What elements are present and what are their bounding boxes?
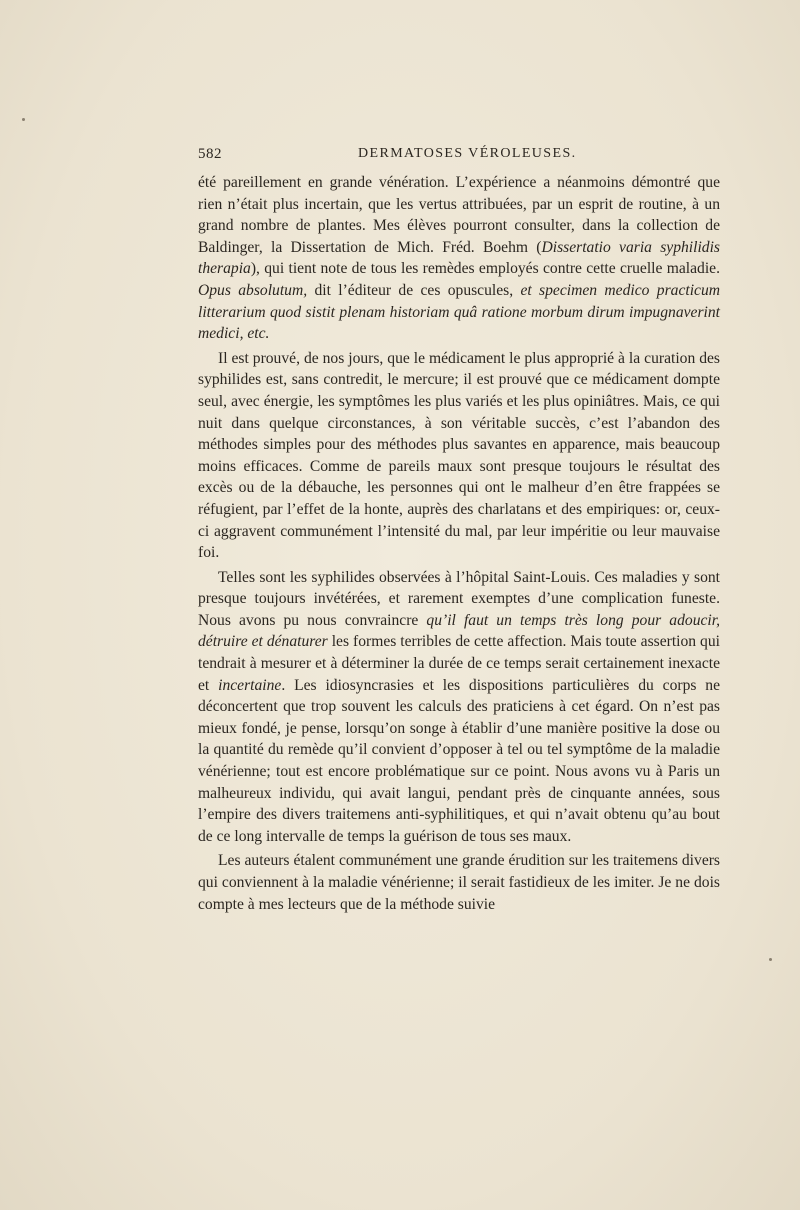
text-segment: . Les idiosyncrasies et les dispositions particulières du corps ne déconcertent que trop souvent les calculs des praticiens à cet égard. On n’est pas mieux fondé, je pense, lorsqu’on songe à établir d’une manière positive la dose ou la quantité du remède qu’il convient d’opposer à tel ou tel symptôme de la maladie vénérienne; tout est encore problématique sur ce point. Nous avons vu à Paris un malheureux individu, qui avait langui, pendant près de cinquante années, sous l’empire des divers traitemens anti-syphilitiques, et qui n’avait obtenu qu’au bout de ce long intervalle de temps la guérison de tous ses maux. xyxy=(198,676,721,845)
paper-speck xyxy=(22,118,25,121)
paper-speck xyxy=(769,958,772,961)
text-segment: été pareillement en grande vénération. L’expérience a néanmoins démontré que rien n’était plus incertain, que les vertus attribuées, par un esprit de routine, à un grand nombre de plantes. Mes élèves pourront consulter, dans la collection de Baldinger, la Dissertation de Mich. Fréd. Boehm ( xyxy=(198,174,720,256)
paragraph-p4 xyxy=(198,850,720,915)
body-text xyxy=(198,172,720,915)
italic-text-segment: et specimen medico practicum litterarium quod sistit plenam historiam quâ ratione morbum dirum impugnaverint medici, etc. xyxy=(198,281,721,343)
text-segment: ), qui tient note de tous les remèdes employés contre cette cruelle maladie. xyxy=(250,260,720,278)
italic-text-segment: qu’il faut un temps très long pour adoucir, détruire et dénaturer xyxy=(198,611,720,651)
text-segment: Il est prouvé, de nos jours, que le médicament le plus approprié à la curation des syphilides est, sans contredit, le mercure; il est prouvé que ce médicament dompte seul, avec énergie, les symptômes les plus variés et les plus opiniâtres. Mais, ce qui nuit dans quelque circonstances, à son véritable succès, c’est l’abandon des méthodes simples pour des méthodes plus savantes en apparence, mais beaucoup moins efficaces. Comme de pareils maux sont presque toujours le résultat des excès ou de la débauche, les personnes qui ont le malheur d’en être frappées se réfugient, par l’effet de la honte, auprès des charlatans et des empiriques: or, ceux-ci aggravent communément l’intensité du mal, par leur impéritie ou leur mauvaise foi. xyxy=(198,349,720,562)
text-segment: Telles sont les syphilides observées à l’hôpital Saint-Louis. Ces maladies y sont presque toujours invétérées, et rarement exemptes d’une complication funeste. Nous avons pu nous convraincre xyxy=(198,568,720,629)
italic-text-segment: Dissertatio varia syphilidis therapia xyxy=(198,238,720,278)
text-segment: les formes terribles de cette affection. Mais toute assertion qui tendrait à mesurer et à déterminer la durée de ce temps serait certainement inexacte et xyxy=(198,633,720,694)
paragraph-p3 xyxy=(198,567,720,848)
page-number: 582 xyxy=(198,146,222,162)
paragraph-p1 xyxy=(198,172,720,345)
page-header xyxy=(198,146,720,168)
italic-text-segment: incertaine xyxy=(218,676,282,694)
text-segment: Les auteurs étalent communément une grande érudition sur les traitemens divers qui conviennent à la maladie vénérienne; il serait fastidieux de les imiter. Je ne dois compte à mes lecteurs que de la méthode suivie xyxy=(198,852,720,913)
italic-text-segment: Opus absolutum, xyxy=(198,281,308,299)
running-title: DERMATOSES VÉROLEUSES. xyxy=(358,146,577,161)
text-segment: dit l’éditeur de ces opuscules, xyxy=(307,281,521,299)
paragraph-p2 xyxy=(198,348,720,564)
